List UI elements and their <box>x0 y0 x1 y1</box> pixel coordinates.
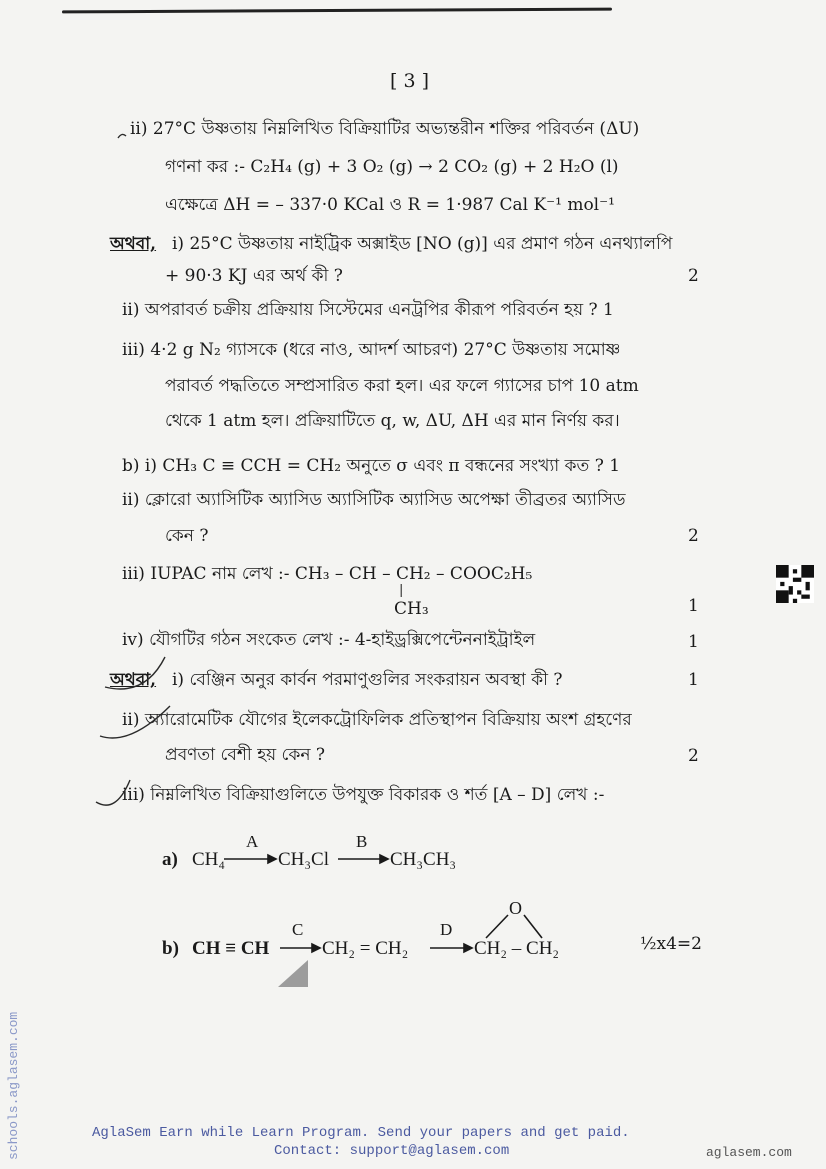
or1-question-i-line2: + 90·3 KJ এর অর্থ কী ? <box>165 266 343 286</box>
reaction-b-marks: ½x4=2 <box>640 934 702 954</box>
or2-question-ii-line1: ii) অ্যারোমেটিক যৌগের ইলেকট্রোফিলিক প্রতিস্থাপন বিক্রিয়ায় অংশ গ্রহণের <box>122 710 632 730</box>
or1-question-ii: ii) অপরাবর্ত চক্রীয় প্রক্রিয়ায় সিস্টেমের এনট্রপির কীরূপ পরিবর্তন হয় ? 1 <box>122 300 614 320</box>
question-ii-line1: ii) 27°C উষ্ণতায় নিম্নলিখিত বিক্রিয়াটির অভ্যন্তরীন শক্তির পরিবর্তন (ΔU) <box>130 119 640 139</box>
arrow-b2-head <box>464 944 472 952</box>
reaction-a-reagent-A: A <box>246 832 259 851</box>
or-label-1: অথবা, <box>110 234 157 254</box>
reaction-b-species3: CH₂ – CH₂ <box>474 938 560 959</box>
reaction-b-reagent-C: C <box>292 920 304 939</box>
reaction-a-reagent-B: B <box>356 832 368 851</box>
or1-question-i-marks: 2 <box>688 266 699 286</box>
reaction-b-label: b) <box>162 938 179 959</box>
or1-question-iii-line1: iii) 4·2 g N₂ গ্যাসকে (ধরে নাও, আদর্শ আচরণ) 27°C উষ্ণতায় সমোষ্ণ <box>122 340 621 360</box>
scan-artifact-triangle <box>278 960 308 987</box>
top-rule <box>62 8 612 14</box>
epoxide-bond-left <box>486 915 508 938</box>
question-b-iii-branch: CH₃ <box>394 599 429 619</box>
question-b-ii-marks: 2 <box>688 526 699 546</box>
or2-question-ii-marks: 2 <box>688 746 699 766</box>
or2-question-i-marks: 1 <box>688 670 699 690</box>
reaction-b-species1: CH ≡ CH <box>192 938 270 959</box>
question-b-iii-branch-bond: | <box>399 583 404 598</box>
or-label-2: অথবা, <box>110 670 157 690</box>
question-b-i: b) i) CH₃ C ≡ CCH = CH₂ অনুতে σ এবং π বন্ধনের সংখ্যা কত ? 1 <box>122 456 621 476</box>
question-ii-line3: এক্ষেত্রে ΔH = – 337·0 KCal ও R = 1·987 Cal K⁻¹ mol⁻¹ <box>165 195 615 215</box>
page-number: [ 3 ] <box>390 70 429 92</box>
or2-question-iii: iii) নিম্নলিখিত বিক্রিয়াগুলিতে উপযুক্ত বিকারক ও শর্ত [A – D] লেখ :- <box>122 785 605 805</box>
qr-code <box>776 565 814 603</box>
reaction-b-species2: CH₂ = CH₂ <box>322 938 409 959</box>
reaction-a-label: a) <box>162 849 178 870</box>
question-b-iv: iv) যৌগটির গঠন সংকেত লেখ :- 4-হাইড্রক্সিপেন্টেননাইট্রাইল <box>122 630 536 650</box>
reaction-a-species2: CH₃Cl <box>278 849 329 870</box>
question-b-ii-line2: কেন ? <box>165 526 209 546</box>
footer-site[interactable]: aglasem.com <box>706 1145 792 1160</box>
arrow-a2-head <box>380 855 388 863</box>
question-b-iii-marks: 1 <box>688 596 699 616</box>
or1-question-iii-line3: থেকে 1 atm হল। প্রক্রিয়াটিতে q, w, ΔU, ΔH এর মান নির্ণয় কর। <box>165 411 620 431</box>
epoxide-bond-right <box>524 915 542 938</box>
or2-question-i: i) বেঞ্জিন অনুর কার্বন পরমাণুগুলির সংকরায়ন অবস্থা কী ? <box>172 670 563 690</box>
footer-contact[interactable]: Contact: support@aglasem.com <box>274 1143 510 1159</box>
or2-question-ii-line2: প্রবণতা বেশী হয় কেন ? <box>165 745 326 765</box>
question-ii-line2: গণনা কর :- C₂H₄ (g) + 3 O₂ (g) → 2 CO₂ (g) + 2 H₂O (l) <box>165 157 619 177</box>
pen-mark-1 <box>118 134 126 138</box>
or1-question-iii-line2: পরাবর্ত পদ্ধতিতে সম্প্রসারিত করা হল। এর ফলে গ্যাসের চাপ 10 atm <box>165 376 639 396</box>
vertical-watermark: schools.aglasem.com <box>6 1011 21 1160</box>
question-b-ii-line1: ii) ক্লোরো অ্যাসিটিক অ্যাসিড অ্যাসিটিক অ্যাসিড অপেক্ষা তীব্রতর অ্যাসিড <box>122 490 626 510</box>
reaction-b-reagent-D: D <box>440 920 453 939</box>
question-b-iv-marks: 1 <box>688 632 699 652</box>
arrow-b1-head <box>312 944 320 952</box>
question-b-iii: iii) IUPAC নাম লেখ :- CH₃ – CH – CH₂ – COOC₂H₅ <box>122 564 533 584</box>
reaction-a-species1: CH₄ <box>192 849 226 870</box>
arrow-a1-head <box>268 855 276 863</box>
epoxide-oxygen: O <box>509 898 522 918</box>
or1-question-i-line1: i) 25°C উষ্ণতায় নাইট্রিক অক্সাইড [NO (g)] এর প্রমাণ গঠন এনথ্যালপি <box>172 234 673 254</box>
footer-promo: AglaSem Earn while Learn Program. Send your papers and get paid. <box>92 1125 630 1141</box>
reaction-a-species3: CH₃CH₃ <box>390 849 457 870</box>
